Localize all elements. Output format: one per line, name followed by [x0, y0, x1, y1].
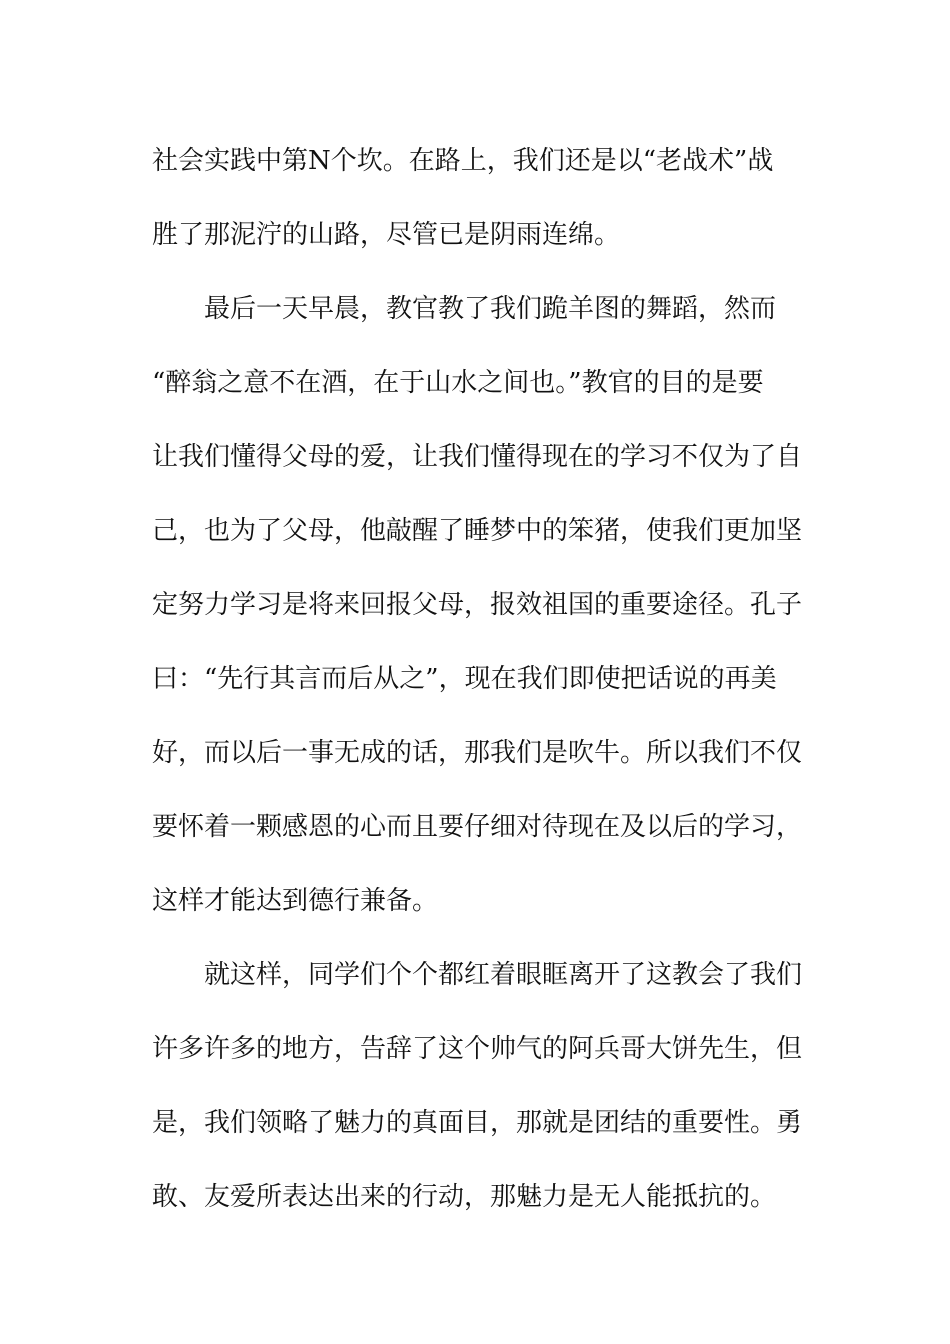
text-line: 好，而以后一事无成的话，那我们是吹牛。所以我们不仅	[152, 738, 803, 768]
text-line: “醉翁之意不在酒，在于山水之间也。”教官的目的是要	[152, 368, 764, 398]
text-line: 这样才能达到德行兼备。	[152, 886, 439, 916]
text-line: 要怀着一颗感恩的心而且要仔细对待现在及以后的学习，	[152, 812, 803, 842]
paragraph-start-line: 就这样，同学们个个都红着眼眶离开了这教会了我们	[204, 960, 803, 990]
text-line: 定努力学习是将来回报父母，报效祖国的重要途径。孔子	[152, 590, 803, 620]
text-line: 己，也为了父母，他敲醒了睡梦中的笨猪，使我们更加坚	[152, 516, 803, 546]
paragraph-start-line: 最后一天早晨，教官教了我们跪羊图的舞蹈，然而	[204, 294, 777, 324]
text-line: 敢、友爱所表达出来的行动，那魅力是无人能抵抗的。	[152, 1182, 777, 1212]
text-line: 是，我们领略了魅力的真面目，那就是团结的重要性。勇	[152, 1108, 803, 1138]
text-line: 胜了那泥泞的山路，尽管已是阴雨连绵。	[152, 220, 621, 250]
text-line: 曰：“先行其言而后从之”，现在我们即使把话说的再美	[152, 664, 777, 694]
text-line: 社会实践中第N个坎。在路上，我们还是以“老战术”战	[152, 146, 774, 176]
body-text	[152, 124, 803, 1234]
text-line: 让我们懂得父母的爱，让我们懂得现在的学习不仅为了自	[152, 442, 803, 472]
text-line: 许多许多的地方，告辞了这个帅气的阿兵哥大饼先生，但	[152, 1034, 803, 1064]
